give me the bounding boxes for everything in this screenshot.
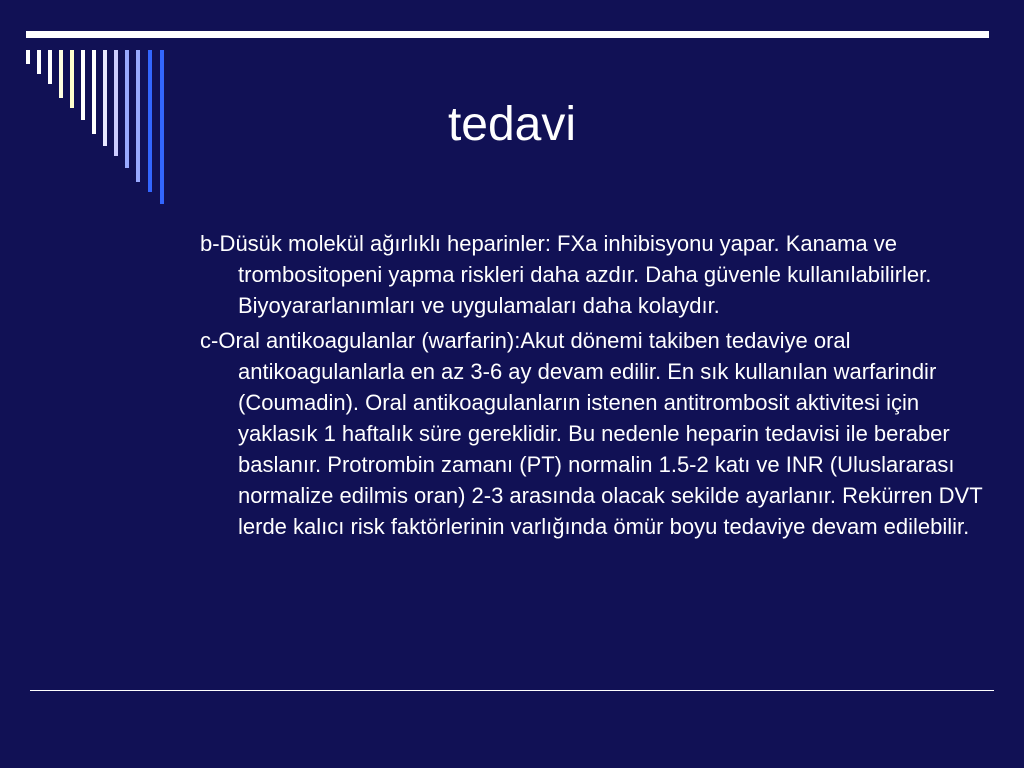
stripe <box>125 50 129 168</box>
stripe <box>70 50 74 108</box>
bottom-rule <box>30 690 994 691</box>
stripe <box>148 50 152 192</box>
stripe <box>59 50 63 98</box>
stripe <box>81 50 85 120</box>
paragraph-oral-anticoagulants: c-Oral antikoagulanlar (warfarin):Akut dönemi takiben tedaviye oral antikoagulanlarla en az 3-6 ay devam edilir. En sık kullanılan warfarindir (Coumadin). Oral antikoagulanların istenen antitrombosit aktivitesi için yaklasık 1 haftalık süre gereklidir. Bu nedenle heparin tedavisi ile beraber baslanır. Protrombin zamanı (PT) normalin 1.5-2 katı ve INR (Uluslararası normalize edilmis oran) 2-3 arasında olacak sekilde ayarlanır. Rekürren DVT lerde kalıcı risk faktörlerinin varlığında ömür boyu tedaviye devam edilebilir. <box>200 328 983 539</box>
decorative-stripes <box>0 0 180 220</box>
stripe <box>92 50 96 134</box>
stripe <box>103 50 107 146</box>
stripe <box>160 50 164 204</box>
slide-body <box>200 228 990 546</box>
stripe <box>48 50 52 84</box>
slide-title: tedavi <box>447 98 577 151</box>
stripe <box>114 50 118 156</box>
stripe <box>26 50 30 64</box>
stripe <box>37 50 41 74</box>
paragraph-lmwh: b-Düsük molekül ağırlıklı heparinler: FXa inhibisyonu yapar. Kanama ve trombositopeni yapma riskleri daha azdır. Daha güvenle kullanılabilirler. Biyoyararlanımları ve uygulamaları daha kolaydır. <box>200 231 932 318</box>
stripe <box>136 50 140 182</box>
